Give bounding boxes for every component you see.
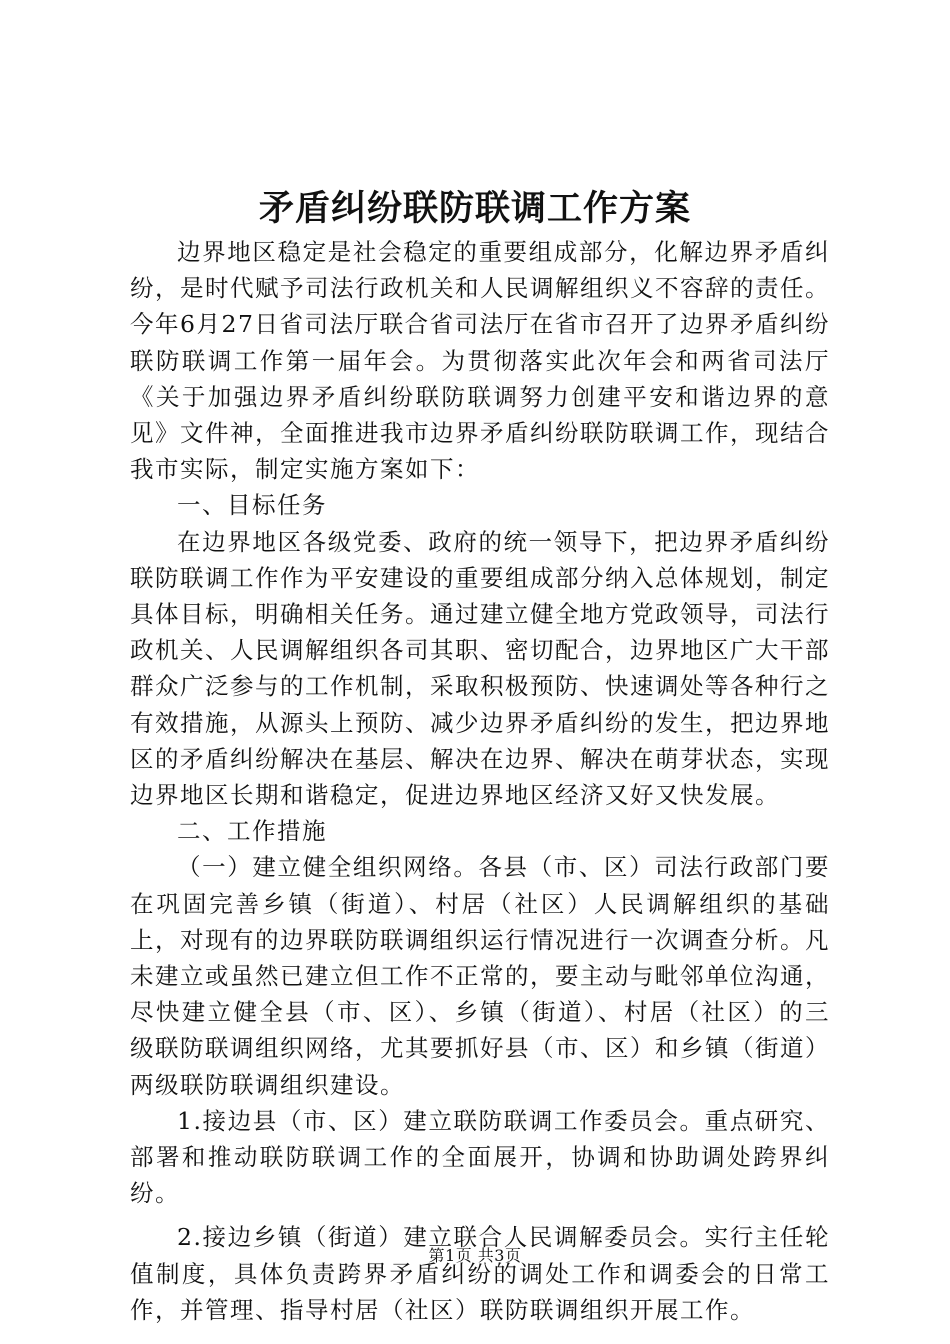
measure-paragraph-1: （一）建立健全组织网络。各县（市、区）司法行政部门要在巩固完善乡镇（街道）、村居（社区）人民调解组织的基础上，对现有的边界联防联调组织运行情况进行一次调查分析。凡未建立或虽然已建立但工作不正常的，要主动与毗邻单位沟通，尽快建立健全县（市、区）、乡镇（街道）、村居（社区）的三级联防联调组织网络，尤其要抓好县（市、区）和乡镇（街道）两级联防联调组织建设。 <box>130 853 830 1099</box>
goals-paragraph: 在边界地区各级党委、政府的统一领导下，把边界矛盾纠纷联防联调工作作为平安建设的重要组成部分纳入总体规划，制定具体目标，明确相关任务。通过建立健全地方党政领导，司法行政机关、人民调解组织各司其职、密切配合，边界地区广大干部群众广泛参与的工作机制，采取积极预防、快速调处等各种行之有效措施，从源头上预防、减少边界矛盾纠纷的发生，把边界地区的矛盾纠纷解决在基层、解决在边界、解决在萌芽状态，实现边界地区长期和谐稳定，促进边界地区经济又好又快发展。 <box>130 527 830 810</box>
section-heading-goals: 一、目标任务 <box>177 491 327 520</box>
page-footer: 第1页 共3页 <box>428 1246 522 1265</box>
measure-item-1: 1.接边县（市、区）建立联防联调工作委员会。重点研究、部署和推动联防联调工作的全面展开，协调和协助调处跨界纠纷。 <box>130 1106 830 1208</box>
intro-paragraph: 边界地区稳定是社会稳定的重要组成部分，化解边界矛盾纠纷，是时代赋予司法行政机关和人民调解组织义不容辞的责任。今年6月27日省司法厅联合省司法厅在省市召开了边界矛盾纠纷联防联调工作第一届年会。为贯彻落实此次年会和两省司法厅《关于加强边界矛盾纠纷联防联调努力创建平安和谐边界的意见》文件神，全面推进我市边界矛盾纠纷联防联调工作，现结合我市实际，制定实施方案如下： <box>130 238 830 484</box>
measure-item-2: 2.接边乡镇（街道）建立联合人民调解委员会。实行主任轮值制度，具体负责跨界矛盾纠纷的调处工作和调委会的日常工作，并管理、指导村居（社区）联防联调组织开展工作。 <box>130 1223 830 1324</box>
document-title: 矛盾纠纷联防联调工作方案 <box>258 188 691 229</box>
document-body <box>130 234 830 1328</box>
section-heading-measures: 二、工作措施 <box>177 817 327 846</box>
